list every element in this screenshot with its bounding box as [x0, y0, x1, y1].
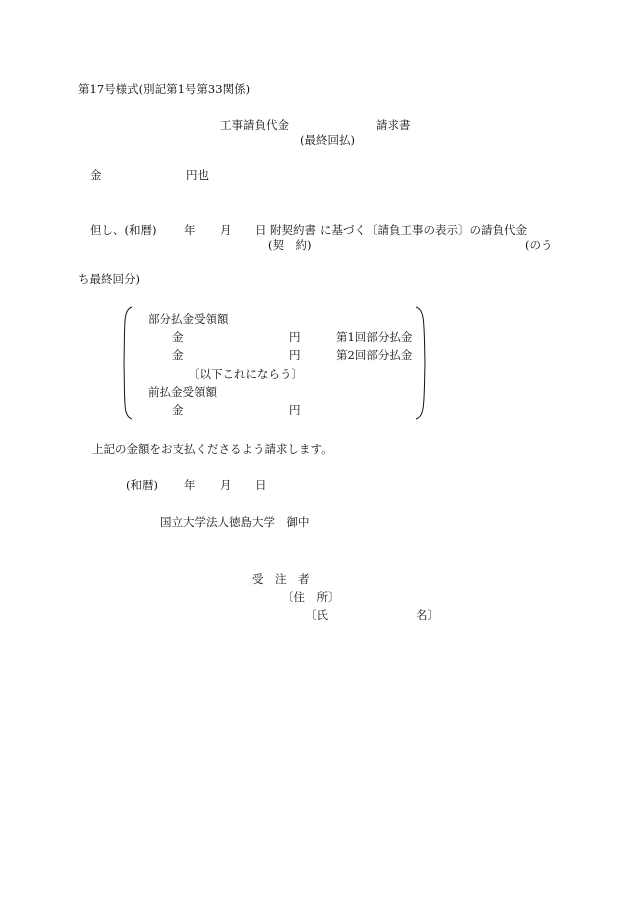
amount-kin: 金: [90, 168, 102, 182]
left-bracket: [120, 306, 134, 420]
clause-contract-alt: (契 約): [268, 238, 312, 252]
date-day: 日: [255, 478, 267, 492]
title-right: 請求書: [376, 118, 411, 132]
clause-year: 年: [184, 223, 196, 237]
breakdown-etc: 〔以下これにならう〕: [188, 367, 303, 381]
row1-yen: 円: [289, 330, 301, 344]
clause-contract: 附契約書: [270, 223, 316, 237]
contractor-label: 受 注 者: [252, 572, 310, 586]
amount-yen: 円也: [186, 168, 209, 182]
clause-rest: に基づく〔請負工事の表示〕の請負代金: [320, 223, 527, 237]
row1-kin: 金: [172, 330, 184, 344]
partial-title: 部分払金受領額: [148, 312, 229, 326]
date-era: (和暦): [126, 478, 158, 492]
advance-kin: 金: [172, 403, 184, 417]
contractor-name-close: 名〕: [416, 608, 439, 622]
clause-month: 月: [220, 223, 232, 237]
request-text: 上記の金額をお支払くださるよう請求します。: [92, 442, 333, 456]
advance-yen: 円: [289, 403, 301, 417]
row2-yen: 円: [289, 348, 301, 362]
row2-kin: 金: [172, 348, 184, 362]
row2-label: 第2回部分払金: [336, 348, 413, 362]
clause-lead: 但し、(和暦): [90, 223, 157, 237]
contractor-name-open: 〔氏: [305, 608, 328, 622]
contractor-address: 〔住 所〕: [282, 590, 340, 604]
right-bracket: [414, 306, 430, 420]
form-number: 第17号様式(別記第1号第33関係): [78, 82, 251, 96]
row1-label: 第1回部分払金: [336, 330, 413, 344]
date-month: 月: [220, 478, 232, 492]
title-sub: (最終回払): [300, 133, 355, 147]
clause-day: 日: [255, 223, 267, 237]
advance-title: 前払金受領額: [148, 385, 217, 399]
date-year: 年: [184, 478, 196, 492]
addressee: 国立大学法人徳島大学 御中: [160, 515, 310, 529]
clause-noutil-a: (のう: [525, 238, 553, 252]
title-left: 工事請負代金: [220, 118, 289, 132]
clause-noutil-b: ち最終回分): [78, 272, 140, 286]
